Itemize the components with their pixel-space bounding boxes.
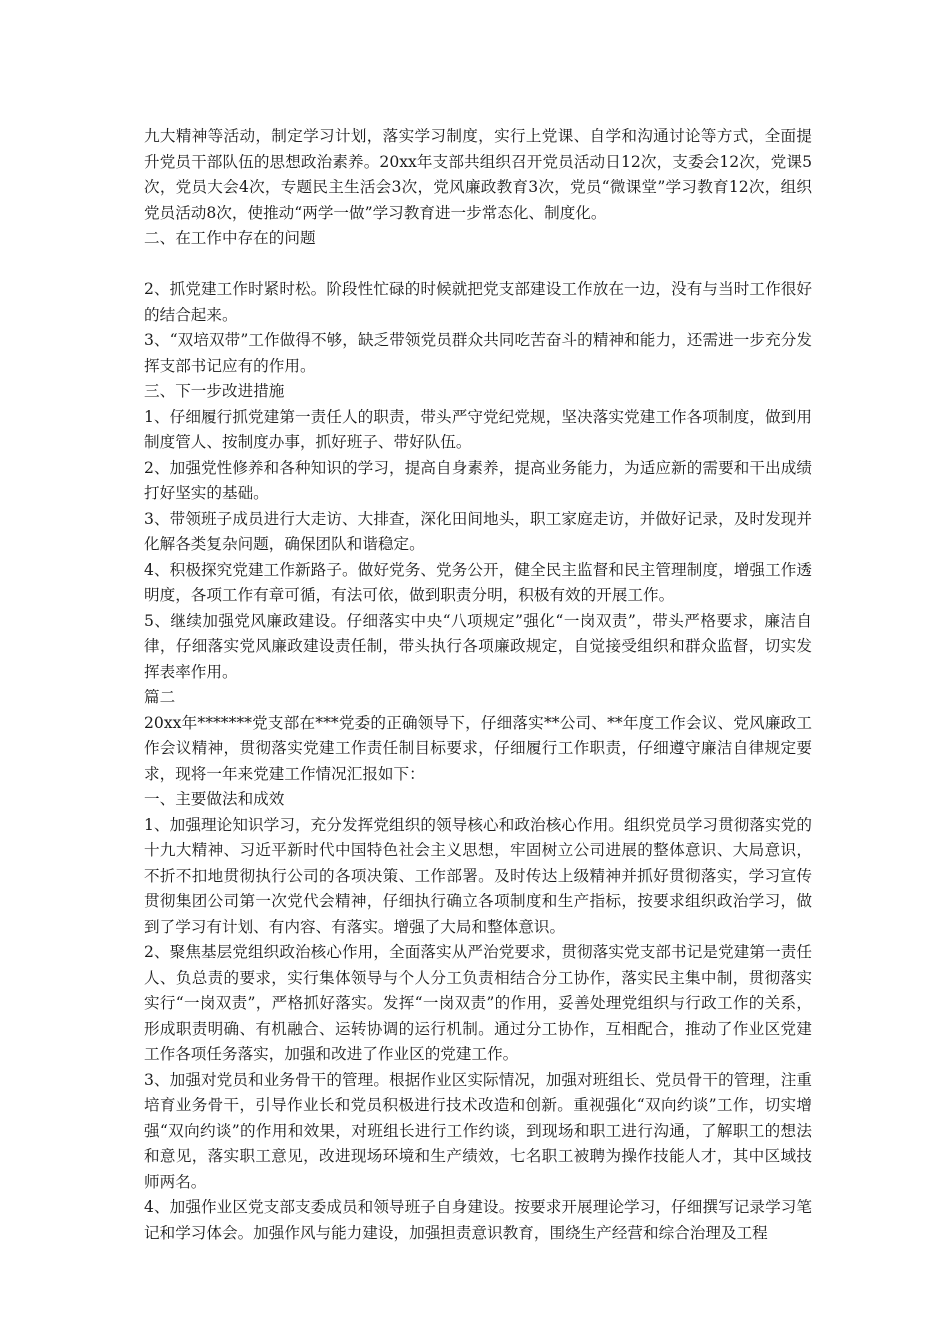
problem-item: 3、“双培双带”工作做得不够，缺乏带领党员群众共同吃苦奋斗的精神和能力，还需进一步充分发挥支部书记应有的作用。 <box>144 331 812 375</box>
measure-item: 5、继续加强党风廉政建设。仔细落实中央“八项规定”强化“一岗双责”，带头严格要求，廉洁自律，仔细落实党风廉政建设责任制，带头执行各项廉政规定，自觉接受组织和群众监督，切实发挥表率作用。 <box>144 611 812 681</box>
achievement-item: 1、加强理论知识学习，充分发挥党组织的领导核心和政治核心作用。组织党员学习贯彻落实党的十九大精神、习近平新时代中国特色社会主义思想，牢固树立公司进展的整体意识、大局意识，不折不扣地贯彻执行公司的各项决策、工作部署。及时传达上级精神并抓好贯彻落实，学习宣传贯彻集团公司第一次党代会精神，仔细执行确立各项制度和生产指标，按要求组织政治学习，做到了学习有计划、有内容、有落实。增强了大局和整体意识。 <box>144 815 812 936</box>
part-title: 篇二 <box>144 688 176 706</box>
measure-item: 3、带领班子成员进行大走访、大排查，深化田间地头，职工家庭走访，并做好记录，及时发现并化解各类复杂问题，确保团队和谐稳定。 <box>144 509 812 553</box>
section-heading-measures: 三、下一步改进措施 <box>144 382 285 400</box>
intro-paragraph: 九大精神等活动，制定学习计划，落实学习制度，实行上党课、自学和沟通讨论等方式，全面提升党员干部队伍的思想政治素养。20xx年支部共组织召开党员活动日12次，支委会12次，党课5次，党员大会4次，专题民主生活会3次，党风廉政教育3次，党员“微课堂”学习教育12次，组织党员活动8次，使推动“两学一做”学习教育进一步常态化、制度化。 <box>144 127 812 222</box>
achievement-item: 3、加强对党员和业务骨干的管理。根据作业区实际情况，加强对班组长、党员骨干的管理，注重培育业务骨干，引导作业长和党员积极进行技术改造和创新。重视强化“双向约谈”工作，切实增强“双向约谈”的作用和效果，对班组长进行工作约谈，到现场和职工进行沟通，了解职工的想法和意见，落实职工意见，改进现场环境和生产绩效，七名职工被聘为操作技能人才，其中区域技师两名。 <box>144 1070 812 1191</box>
part2-intro-paragraph: 20xx年*******党支部在***党委的正确领导下，仔细落实**公司、**年度工作会议、党风廉政工作会议精神，贯彻落实党建工作责任制目标要求，仔细履行工作职责，仔细遵守廉洁自律规定要求，现将一年来党建工作情况汇报如下： <box>144 713 812 783</box>
achievement-item: 2、聚焦基层党组织政治核心作用，全面落实从严治党要求，贯彻落实党支部书记是党建第一责任人、负总责的要求，实行集体领导与个人分工负责相结合分工协作，落实民主集中制，贯彻落实实行“一岗双责”，严格抓好落实。发挥“一岗双责”的作用，妥善处理党组织与行政工作的关系，形成职责明确、有机融合、运转协调的运行机制。通过分工协作，互相配合，推动了作业区党建工作各项任务落实，加强和改进了作业区的党建工作。 <box>144 943 812 1063</box>
section-heading-problems: 二、在工作中存在的问题 <box>144 229 316 247</box>
document-page <box>144 124 812 1246</box>
achievement-item: 4、加强作业区党支部支委成员和领导班子自身建设。按要求开展理论学习，仔细撰写记录学习笔记和学习体会。加强作风与能力建设，加强担责意识教育，围绕生产经营和综合治理及工程 <box>144 1198 812 1242</box>
measure-item: 2、加强党性修养和各种知识的学习，提高自身素养，提高业务能力，为适应新的需要和干出成绩打好坚实的基础。 <box>144 458 812 502</box>
measure-item: 1、仔细履行抓党建第一责任人的职责，带头严守党纪党规，坚决落实党建工作各项制度，做到用制度管人、按制度办事，抓好班子、带好队伍。 <box>144 407 812 451</box>
blank-line <box>144 252 812 278</box>
measure-item: 4、积极探究党建工作新路子。做好党务、党务公开，健全民主监督和民主管理制度，增强工作透明度，各项工作有章可循，有法可依，做到职责分明，积极有效的开展工作。 <box>144 560 812 604</box>
section-heading-achievements: 一、主要做法和成效 <box>144 790 285 808</box>
problem-item: 2、抓党建工作时紧时松。阶段性忙碌的时候就把党支部建设工作放在一边，没有与当时工作很好的结合起来。 <box>144 280 812 324</box>
